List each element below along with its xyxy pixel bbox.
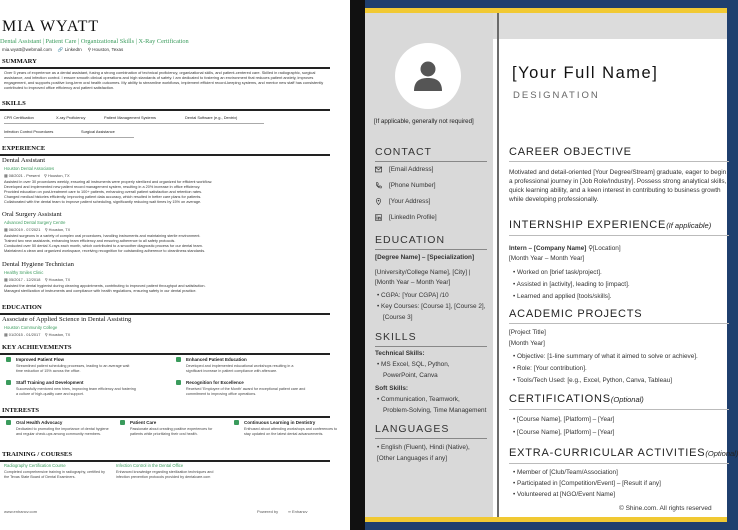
degree: [Degree Name] – [Specialization]: [375, 254, 475, 261]
job-bullet: Conducted over 50 dental X-rays each month, which contributed to a smoother diagnostic process for our dental team.: [4, 244, 203, 248]
location-pin-icon: ⚲: [44, 173, 47, 178]
skill-chip: Surgical Assistance: [81, 129, 115, 134]
photo-note: [If applicable, generally not required]: [374, 118, 474, 125]
job-bullet: Provided education on post-treatment care to 100+ patients, enhancing overall patient satisfaction and retention rates.: [4, 190, 203, 194]
education-meta: ▦ 01/2015 - 01/2017 ⚲ Houston, TX: [4, 332, 71, 337]
job-title: Dental Hygiene Technician: [2, 261, 74, 268]
job-meta: ▦ 05/2017 - 12/2018 ⚲ Houston, TX: [4, 277, 71, 282]
skill-chip: CPR Certification: [4, 115, 34, 120]
interest-title: Oral Health Advocacy: [16, 420, 63, 425]
internship-divider: [509, 235, 729, 236]
education-line: [Month Year – Month Year]: [375, 279, 451, 286]
skills-heading: SKILLS: [375, 331, 417, 343]
internship-dates: [Month Year – Month Year]: [509, 255, 585, 262]
skill-item: • Communication, Teamwork,: [377, 396, 460, 403]
interest-desc: Passionate about creating positive experiences for patients while prioritizing their oral health.: [130, 427, 213, 436]
job-bullet: Developed and implemented new patient record management system, resulting in a 20% increase in office efficiency.: [4, 185, 201, 189]
location-pin-icon: [375, 198, 382, 205]
achievement-icon: [6, 357, 11, 362]
interests-heading: INTERESTS: [2, 407, 40, 414]
calendar-icon: ▦: [4, 277, 8, 282]
skills-heading: SKILLS: [2, 100, 26, 107]
job-company: Advanced Dental Surgery Centre: [4, 220, 66, 225]
job-bullet: Maintained a clean and organized workspace, receiving recognition for outstanding adherence to cleanliness standards.: [4, 249, 206, 253]
contact-location: ⚲ Houston, Texas: [87, 47, 124, 52]
interest-title: Patient Care: [130, 420, 157, 425]
summary-heading: SUMMARY: [2, 58, 37, 65]
resume-name: MIA WYATT: [2, 18, 100, 35]
degree: Associate of Applied Science in Dental Assisting: [2, 316, 132, 323]
calendar-icon: ▦: [4, 173, 8, 178]
location-pin-icon: ⚲: [44, 227, 48, 232]
projects-heading: ACADEMIC PROJECTS: [509, 308, 643, 320]
skill-item-cont: Problem-Solving, Time Management: [383, 407, 487, 414]
email-icon: [375, 166, 382, 173]
enhancv-resume-sample: [0, 0, 350, 530]
contact-email: [Email Address]: [389, 166, 434, 173]
contact-email: mia.wyatt@webmail.com: [2, 47, 52, 52]
job-bullet: Changed medical histories efficiently, improving patient data accuracy, which resulted in better care plans for patients.: [4, 195, 202, 199]
skill-chip: Infection Control Procedures: [4, 129, 54, 134]
job-bullet: Assisted surgeons in a variety of complex oral procedures, handling instruments and maintaining sterile environment.: [4, 234, 201, 238]
calendar-icon: ▦: [4, 227, 8, 232]
achievement-title: Improved Patient Flow: [16, 357, 65, 362]
shine-resume-template: [365, 8, 738, 522]
experience-heading: EXPERIENCE: [2, 145, 46, 152]
sidebar-divider: [497, 13, 499, 517]
job-meta: ▦ 06/2019 - 07/2021 ⚲ Houston, TX: [4, 227, 71, 232]
education-heading: EDUCATION: [2, 304, 42, 311]
footer-site: www.enhancv.com: [4, 509, 38, 514]
achievement-icon: [6, 380, 11, 385]
job-company: Houston Dental Associates: [4, 166, 55, 171]
achievement-desc: Successfully mentored new hires, improving team efficiency and fostering a culture of high-quality care and support.: [16, 387, 136, 396]
project-date: [Month Year]: [509, 340, 545, 347]
link-icon: 🔗: [57, 47, 64, 52]
internship-heading: INTERNSHIP EXPERIENCE(If applicable): [509, 219, 712, 231]
school: Houston Community College: [4, 325, 58, 330]
summary-divider: [0, 67, 330, 69]
contact-address: [Your Address]: [389, 198, 431, 205]
user-avatar-icon: [412, 59, 444, 91]
phone-icon: [375, 182, 382, 189]
interest-desc: Dedicated to promoting the importance of dental hygiene and regular check-ups among community members.: [16, 427, 109, 436]
job-title: Oral Surgery Assistant: [2, 211, 62, 218]
enhancv-logo-icon: ∞: [288, 509, 291, 514]
summary-text: Over 5 years of experience as a dental assistant, fusing a strong combination of technical proficiency, organizational skills, and patient-centered care. Skilled in radiographic, surgical assistance, and infection control. I ensure smooth clinical operations and high standards of safety. I am dedicated to fostering an environment that reduces patient anxiety, improves engagement, and supports positive long-term oral health outcomes. My ability to streamline workflows, implement efficient record-keeping systems, and mentor new staff has consistently contributed to improved office efficiency and patient satisfaction.: [4, 70, 324, 90]
activity-item: • Participated in [Competition/Event] – [Result if any]: [513, 480, 661, 487]
contact-phone: [Phone Number]: [389, 182, 436, 189]
achievement-icon: [176, 380, 181, 385]
achievement-title: Recognition for Excellence: [186, 380, 244, 385]
job-bullet: Trained two new assistants, enhancing team efficiency and ensuring adherence to all safety protocols.: [4, 239, 176, 243]
achievement-desc: Received 'Employee of the Month' award for exceptional patient care and commitment to improving office operations.: [186, 387, 306, 396]
skill-item-cont: PowerPoint, Canva: [383, 372, 438, 379]
skill-chip: Dental Software (e.g., Dentrix): [185, 115, 238, 120]
achievement-desc: Developed and implemented educational workshops resulting in a significant increase in patient compliance with aftercare.: [186, 364, 294, 373]
location-pin-icon: ⚲: [44, 332, 48, 337]
achievement-desc: Streamlined patient scheduling processes, leading to an average wait time reduction of 15% across the office.: [16, 364, 130, 373]
job-title: Dental Assistant: [2, 157, 46, 164]
training-desc: Enhanced knowledge regarding sterilization techniques and infection prevention protocols provided by dentalcare.com: [116, 470, 214, 479]
career-divider: [509, 161, 729, 162]
project-title: [Project Title]: [509, 329, 546, 336]
career-objective-text: Motivated and detail-oriented [Your Degree/Stream] graduate, eager to begin a professional journey in [Job Role/Industry]. Possess strong analytical skills, quick learning ability, and a keen interest in contributing to business growth while developing professionally.: [509, 169, 727, 203]
interest-icon: [6, 420, 11, 425]
internship-bullet: • Assisted in [activity], leading to [impact].: [513, 281, 630, 288]
interest-icon: [120, 420, 125, 425]
profile-photo-placeholder: [395, 43, 461, 109]
contact-linkedin: 🔗 LinkedIn: [57, 47, 82, 52]
interest-desc: Enthused about attending workshops and conferences to stay updated on the latest dental advancements.: [244, 427, 338, 436]
activity-item: • Volunteered at [NGO/Event Name]: [513, 491, 616, 498]
location-pin-icon: ⚲: [588, 245, 593, 252]
certifications-divider: [509, 409, 729, 410]
interests-divider: [0, 416, 330, 418]
skill-chip: X-ray Proficiency: [56, 115, 86, 120]
contact-line: [2, 47, 123, 53]
extracurricular-heading: EXTRA-CURRICULAR ACTIVITIES(Optional): [509, 447, 738, 459]
skills-row-divider: [4, 123, 264, 124]
job-bullet: Assisted in over 30 procedures weekly, ensuring all instruments were properly sterilized and organized for efficient workflow.: [4, 180, 213, 184]
location-pin-icon: ⚲: [87, 47, 92, 52]
education-line: [University/College Name], [City] |: [375, 269, 471, 276]
certifications-heading: CERTIFICATIONS(Optional): [509, 393, 644, 405]
activity-item: • Member of [Club/Team/Association]: [513, 469, 618, 476]
achievements-divider: [0, 353, 330, 355]
job-company: Healthy Smiles Clinic: [4, 270, 44, 275]
technical-skills-label: Technical Skills:: [375, 350, 425, 357]
training-title: Infection Control in the Dental Office: [116, 463, 184, 468]
resume-subtitle: Dental Assistant | Patient Care | Organizational Skills | X-Ray Certification: [0, 38, 189, 45]
career-objective-heading: CAREER OBJECTIVE: [509, 146, 632, 158]
skills-divider: [0, 109, 330, 111]
internship-bullet: • Worked on [brief task/project].: [513, 269, 602, 276]
project-bullet: • Objective: [1-line summary of what it aimed to solve or achieve].: [513, 353, 698, 360]
project-bullet: • Role: [Your contribution].: [513, 365, 587, 372]
linkedin-icon: [375, 214, 382, 221]
footer-brand: ∞ Enhancv: [288, 509, 308, 514]
extracurricular-divider: [509, 463, 729, 464]
experience-divider: [0, 154, 330, 156]
job-bullet: Assisted the dental hygienist during cleaning appointments, contributing to improved patient throughput and satisfaction.: [4, 284, 206, 288]
full-name: [Your Full Name]: [512, 64, 659, 82]
internship-role: Intern – [Company Name] ⚲[Location]: [509, 245, 621, 252]
training-title: Radiography Certification Course: [4, 463, 66, 468]
projects-divider: [509, 323, 729, 324]
contact-linkedin: [LinkedIn Profile]: [389, 214, 437, 221]
interest-icon: [234, 420, 239, 425]
languages-divider: [375, 438, 487, 439]
copyright-footer: © Shine.com. All rights reserved: [619, 505, 712, 512]
achievement-title: Enhanced Patient Education: [186, 357, 247, 362]
skill-chip: Patient Management Systems: [104, 115, 156, 120]
training-divider: [0, 460, 330, 462]
location-pin-icon: ⚲: [44, 277, 48, 282]
skills-divider: [375, 346, 487, 347]
contact-divider: [375, 161, 487, 162]
education-heading: EDUCATION: [375, 234, 446, 246]
achievement-title: Staff Training and Development: [16, 380, 84, 385]
achievement-icon: [176, 357, 181, 362]
job-bullet: Collaborated with the dental team to improve patient scheduling, significantly reducing wait times by 15% on average.: [4, 200, 202, 204]
designation: DESIGNATION: [513, 90, 600, 101]
footer-powered: Powered by: [257, 509, 279, 514]
panel-divider: [350, 0, 365, 530]
languages-heading: LANGUAGES: [375, 423, 450, 435]
education-divider: [375, 249, 487, 250]
skills-row-divider: [4, 137, 134, 138]
skill-item: • MS Excel, SQL, Python,: [377, 361, 450, 368]
project-bullet: • Tools/Tech Used: [e.g., Excel, Python, Canva, Tableau]: [513, 377, 673, 384]
internship-bullet: • Learned and applied [tools/skills].: [513, 293, 612, 300]
education-bullet: • CGPA: [Your CGPA] /10: [377, 292, 449, 299]
certification-item: • [Course Name], [Platform] – [Year]: [513, 429, 615, 436]
job-bullet: Managed sterilization of instruments and compliance with health regulations, ensuring safety in our dental practice.: [4, 289, 197, 293]
education-bullet-cont: [Course 3]: [383, 314, 413, 321]
soft-skills-label: Soft Skills:: [375, 385, 409, 392]
training-desc: Completed comprehensive training in radiography, certified by the Texas State Board of Dental Examiners.: [4, 470, 105, 479]
interest-title: Continuous Learning in Dentistry: [244, 420, 316, 425]
contact-heading: CONTACT: [375, 146, 432, 158]
training-heading: TRAINING / COURSES: [2, 451, 72, 458]
language-item-cont: [Other Languages if any]: [377, 455, 447, 462]
certification-item: • [Course Name], [Platform] – [Year]: [513, 416, 615, 423]
education-bullet: • Key Courses: [Course 1], [Course 2],: [377, 303, 486, 310]
education-divider: [0, 313, 330, 315]
achievements-heading: KEY ACHIEVEMENTS: [2, 344, 72, 351]
calendar-icon: ▦: [4, 332, 8, 337]
job-meta: ▦ 08/2021 - Present ⚲ Houston, TX: [4, 173, 70, 178]
language-item: • English (Fluent), Hindi (Native),: [377, 444, 470, 451]
